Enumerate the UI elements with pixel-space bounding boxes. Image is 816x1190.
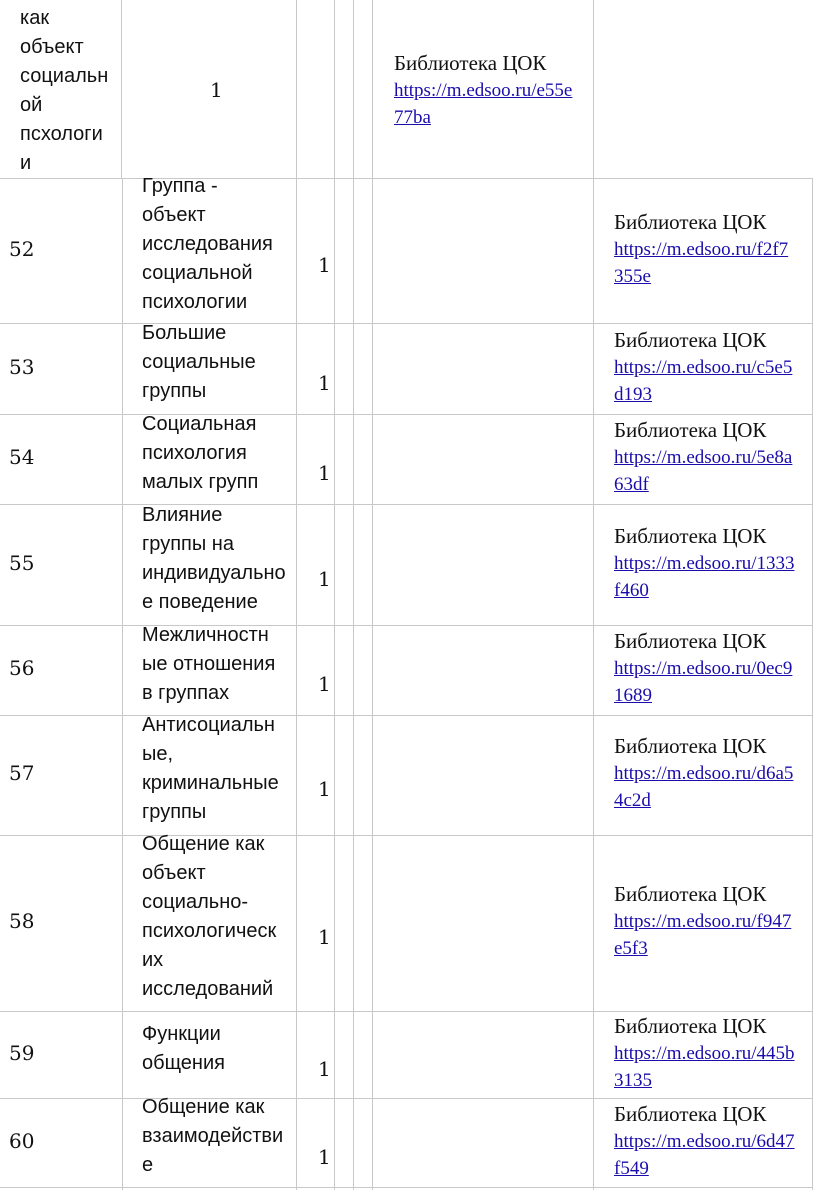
resource-label: Библиотека ЦОК <box>614 882 767 906</box>
row-number: 58 <box>9 909 35 933</box>
row-number: 57 <box>9 761 35 785</box>
resource-label: Библиотека ЦОК <box>614 327 767 352</box>
row-topic: Группа - объект исследования социальной психологии <box>142 175 273 313</box>
resource-link[interactable] <box>614 908 809 962</box>
topic-line: социальн <box>20 65 109 87</box>
topic-line: псхологи <box>20 123 103 145</box>
row-hours: 1 <box>318 252 331 277</box>
resource-link[interactable] <box>614 354 809 408</box>
row-topic: Межличностн ые отношения в группах <box>142 623 276 704</box>
link-line: e5f3 <box>614 938 648 959</box>
top-row-resource <box>394 50 589 131</box>
link-line: https://m.edsoo.ru/6d47 <box>614 1130 795 1152</box>
grid-line <box>121 0 122 178</box>
grid-line <box>0 323 813 324</box>
row-number: 55 <box>9 550 35 575</box>
resource-link[interactable] <box>614 444 809 498</box>
row-topic: Общение как взаимодействи е <box>142 1096 284 1176</box>
resource-link[interactable] <box>614 760 809 814</box>
row-resource <box>614 209 809 290</box>
resource-link[interactable] <box>614 236 809 290</box>
row-number: 56 <box>9 656 35 680</box>
row-resource <box>614 417 809 498</box>
link-line: 77ba <box>394 107 431 128</box>
topic-line: как <box>20 7 50 29</box>
row-hours: 1 <box>318 370 331 395</box>
grid-line <box>0 504 813 505</box>
link-line: https://m.edsoo.ru/d6a5 <box>614 763 794 784</box>
row-resource <box>614 327 809 408</box>
row-topic: Общение как объект социально- психологическ их исследований <box>142 833 277 1000</box>
row-hours: 1 <box>318 566 331 591</box>
top-row-hours: 1 <box>210 78 223 102</box>
resource-label: Библиотека ЦОК <box>614 523 767 548</box>
link-line: https://m.edsoo.ru/0ec9 <box>614 658 793 679</box>
resource-link[interactable] <box>614 655 809 709</box>
row-hours: 1 <box>318 672 331 696</box>
link-line: https://m.edsoo.ru/5e8a <box>614 447 793 468</box>
link-line: f460 <box>614 579 649 601</box>
grid-line <box>122 178 123 1190</box>
link-line: https://m.edsoo.ru/f2f7 <box>614 238 789 260</box>
resource-link[interactable] <box>614 1128 809 1182</box>
row-resource <box>614 733 809 814</box>
topic-line: ой <box>20 94 43 116</box>
row-topic: Социальная психология малых групп <box>142 412 259 493</box>
grid-line <box>0 178 813 179</box>
resource-link[interactable] <box>614 1040 809 1094</box>
row-hours: 1 <box>318 1144 331 1169</box>
top-row-topic <box>20 4 115 178</box>
row-topic: Влияние группы на индивидуально е поведение <box>142 503 286 613</box>
grid-line <box>812 178 813 1190</box>
topic-line: объект <box>20 36 84 58</box>
link-line: f549 <box>614 1157 649 1179</box>
resource-label: Библиотека ЦОК <box>614 418 767 442</box>
row-number: 53 <box>9 354 35 379</box>
link-line: https://m.edsoo.ru/445b <box>614 1042 795 1064</box>
resource-label: Библиотека ЦОК <box>614 1013 767 1038</box>
link-line: https://m.edsoo.ru/f947 <box>614 911 792 932</box>
row-number: 54 <box>9 445 35 469</box>
grid-line <box>0 835 813 836</box>
row-hours: 1 <box>318 925 331 949</box>
grid-line <box>0 715 813 716</box>
resource-link[interactable] <box>394 77 589 131</box>
resource-link[interactable] <box>614 550 809 604</box>
grid-line <box>0 1098 813 1099</box>
link-line: d193 <box>614 383 652 405</box>
row-hours: 1 <box>318 1056 331 1081</box>
resource-label: Библиотека ЦОК <box>394 51 547 75</box>
row-number: 60 <box>9 1128 35 1153</box>
topic-line: и <box>20 152 32 174</box>
resource-label: Библиотека ЦОК <box>614 1101 767 1126</box>
link-line: 3135 <box>614 1069 652 1091</box>
row-topic: Большие социальные группы <box>142 322 256 402</box>
grid-line <box>0 414 813 415</box>
row-number: 59 <box>9 1040 35 1065</box>
link-line: 63df <box>614 474 649 495</box>
link-line: https://m.edsoo.ru/c5e5 <box>614 356 793 378</box>
row-resource <box>614 1013 809 1094</box>
row-hours: 1 <box>318 461 331 485</box>
grid-line <box>0 625 813 626</box>
row-topic: Функции общения <box>142 1022 225 1074</box>
row-number: 52 <box>9 236 35 261</box>
row-topic: Антисоциальн ые, криминальные группы <box>142 714 279 823</box>
grid-line <box>0 1187 813 1188</box>
link-line: https://m.edsoo.ru/e55e <box>394 80 573 101</box>
link-line: https://m.edsoo.ru/1333 <box>614 552 795 574</box>
resource-label: Библиотека ЦОК <box>614 209 767 234</box>
row-resource <box>614 523 809 604</box>
row-resource <box>614 1101 809 1182</box>
link-line: 1689 <box>614 685 652 706</box>
link-line: 4c2d <box>614 790 651 811</box>
resource-label: Библиотека ЦОК <box>614 734 767 758</box>
resource-label: Библиотека ЦОК <box>614 629 767 653</box>
row-resource <box>614 628 809 709</box>
row-resource <box>614 881 809 962</box>
row-hours: 1 <box>318 777 331 801</box>
link-line: 355e <box>614 265 651 287</box>
